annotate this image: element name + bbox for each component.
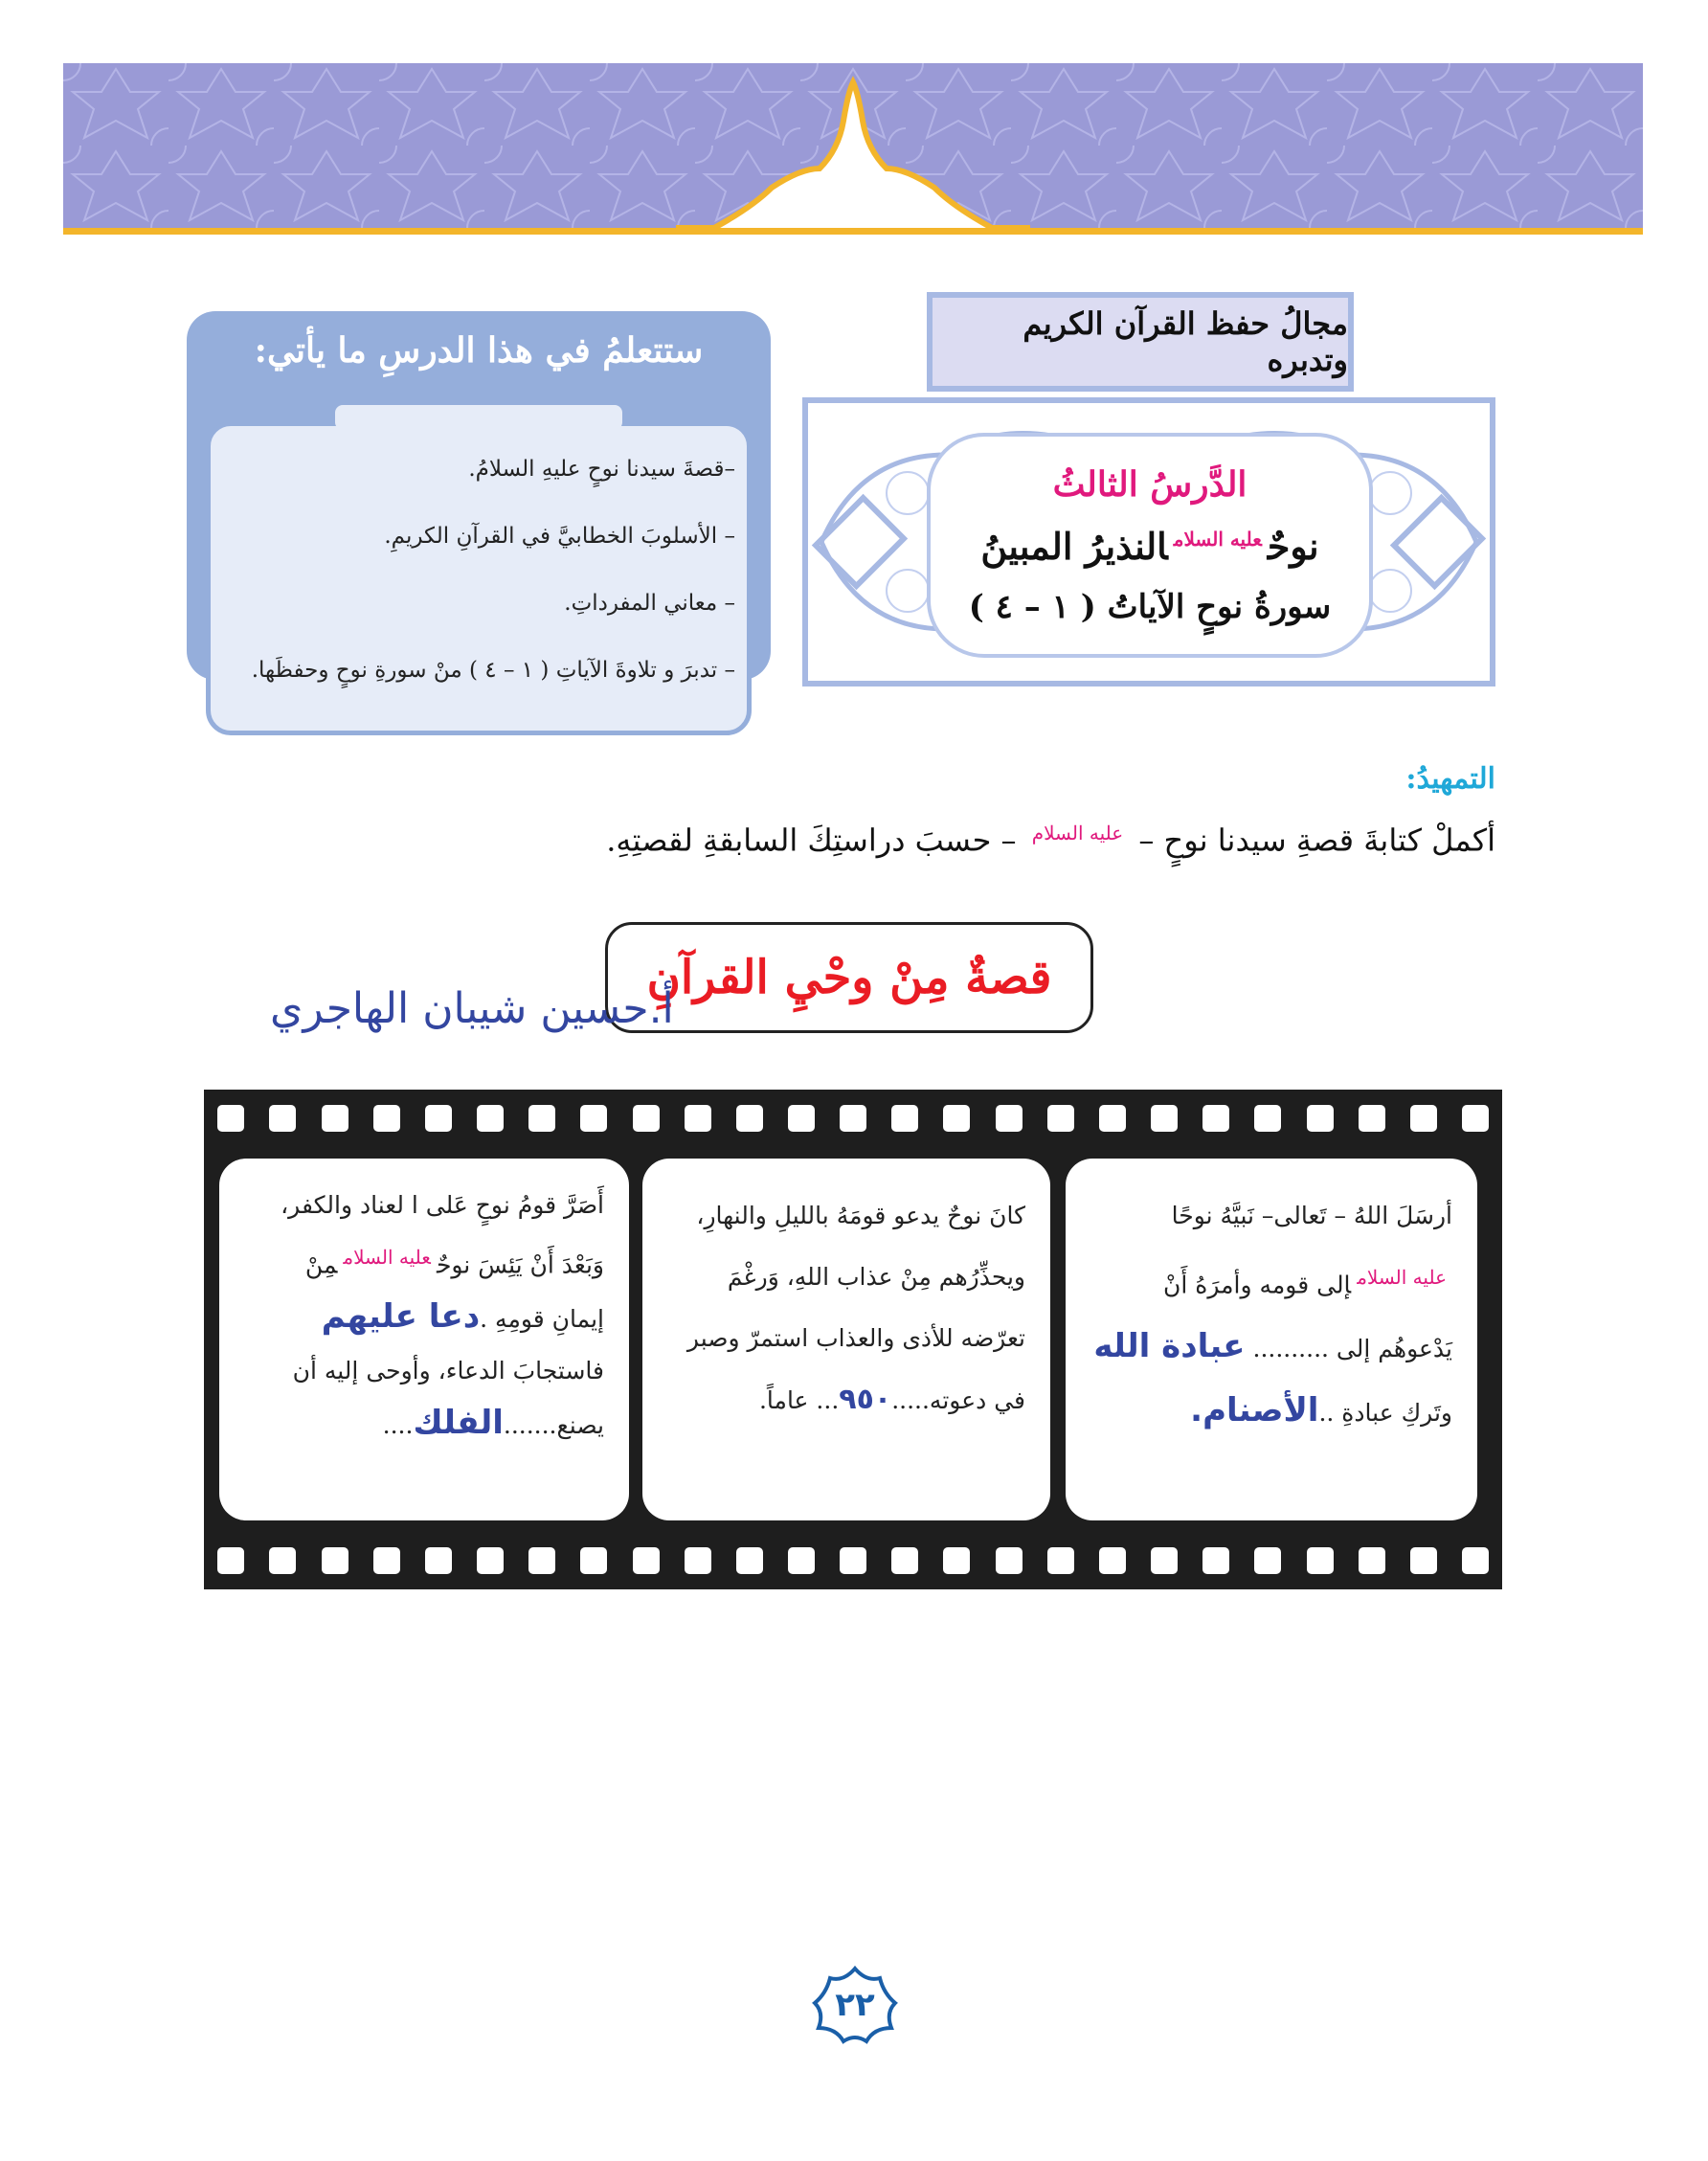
author-name: أ.حسين شيبان الهاجري bbox=[270, 984, 674, 1033]
perforation bbox=[1359, 1547, 1385, 1574]
perforation-row-bottom bbox=[217, 1547, 1489, 1574]
perforation bbox=[1254, 1105, 1281, 1132]
objective-item: – معاني المفرداتِ. bbox=[564, 591, 735, 616]
objectives-list bbox=[211, 450, 735, 718]
frame2-line1: كانَ نوحٌ يدعو قومَهُ بالليلِ والنهارِ، bbox=[696, 1202, 1025, 1229]
frame3-line3-text: إيمانِ قومِهِ . bbox=[480, 1305, 604, 1334]
frame1-line3 bbox=[1090, 1316, 1452, 1380]
pbuh-mark: عليه السلام bbox=[343, 1246, 431, 1269]
objectives-tab bbox=[335, 405, 622, 430]
perforation bbox=[1099, 1105, 1126, 1132]
perforation bbox=[477, 1547, 504, 1574]
perforation bbox=[1462, 1105, 1489, 1132]
perforation bbox=[1410, 1547, 1437, 1574]
frame3-answer2[interactable]: الفلك bbox=[413, 1404, 504, 1443]
perforation bbox=[996, 1547, 1023, 1574]
perforation bbox=[322, 1547, 348, 1574]
objective-item: – تدبرَ و تلاوةَ الآياتِ ( ١ – ٤ ) منْ سورةِ نوحٍ وحفظَها. bbox=[251, 658, 735, 683]
frame2-answer[interactable]: ٩٥٠ bbox=[839, 1383, 892, 1416]
frame1-line1: أرسَلَ اللهُ – تَعالى– نَبيَّهُ نوحًا bbox=[1171, 1202, 1452, 1229]
perforation bbox=[425, 1547, 452, 1574]
perforation bbox=[685, 1547, 711, 1574]
frame3-line2-before: وَبَعْدَ أَنْ يَئِسَ نوحٌ bbox=[436, 1250, 604, 1279]
frame3-line5 bbox=[244, 1397, 604, 1452]
perforation bbox=[788, 1547, 815, 1574]
lesson-card bbox=[927, 433, 1373, 658]
objectives-title: ستتعلمُ في هذا الدرسِ ما يأتي: bbox=[254, 330, 704, 371]
pbuh-mark: عليه السلام bbox=[1031, 822, 1124, 844]
perforation bbox=[633, 1105, 660, 1132]
perforation-row-top bbox=[217, 1105, 1489, 1132]
perforation bbox=[1151, 1547, 1178, 1574]
surah-reference: سورةُ نوحٍ الآياتُ ( ١ – ٤ ) bbox=[968, 588, 1332, 627]
perforation bbox=[633, 1547, 660, 1574]
frame2-line3: تعرّضه للأذى والعذاب استمرّ وصبر bbox=[686, 1324, 1025, 1352]
frame2-line4-after: ... عاماً. bbox=[758, 1386, 840, 1414]
perforation bbox=[943, 1547, 970, 1574]
lesson-title-name: نوحٌ bbox=[1267, 524, 1319, 568]
frame1-answer1[interactable]: عبادة الله bbox=[1093, 1327, 1246, 1366]
frame1-line4-text: وتَركِ عبادةِ .. bbox=[1318, 1399, 1452, 1428]
frame1-answer2[interactable]: الأصنام. bbox=[1190, 1391, 1319, 1430]
frame3-line1: أَصَرَّ قومُ نوحٍ عَلى ا لعناد والكفر، bbox=[281, 1191, 604, 1219]
frame1-line3-text: يَدْعوهُم إلى .......... bbox=[1252, 1335, 1452, 1363]
objective-item: –قصةَ سيدنا نوحٍ عليهِ السلامُ. bbox=[468, 457, 735, 482]
frame3-answer1[interactable]: دعا عليهم bbox=[321, 1297, 481, 1337]
frame3-line2-after: مِنْ bbox=[304, 1250, 338, 1279]
perforation bbox=[269, 1105, 296, 1132]
page-number: ٢٢ bbox=[835, 1986, 875, 2024]
perforation bbox=[580, 1105, 607, 1132]
perforation bbox=[1254, 1547, 1281, 1574]
frame3-line3 bbox=[244, 1291, 604, 1345]
story-frame-3 bbox=[219, 1159, 629, 1520]
objective-item: – الأسلوبَ الخطابيَّ في القرآنِ الكريمِ. bbox=[384, 524, 735, 549]
perforation bbox=[269, 1547, 296, 1574]
perforation bbox=[1307, 1105, 1334, 1132]
frame1-line2 bbox=[1090, 1247, 1452, 1316]
perforation bbox=[685, 1105, 711, 1132]
perforation bbox=[891, 1105, 918, 1132]
perforation bbox=[891, 1547, 918, 1574]
perforation bbox=[477, 1105, 504, 1132]
perforation bbox=[840, 1547, 866, 1574]
perforation bbox=[788, 1105, 815, 1132]
header-band bbox=[63, 63, 1643, 235]
perforation bbox=[1151, 1105, 1178, 1132]
frame3-line2 bbox=[244, 1231, 604, 1291]
header-pattern bbox=[63, 63, 1643, 228]
perforation bbox=[1202, 1547, 1229, 1574]
pbuh-mark: عليه السلام bbox=[1357, 1266, 1447, 1289]
perforation bbox=[322, 1105, 348, 1132]
perforation bbox=[1307, 1547, 1334, 1574]
story-title: قصةٌ مِنْ وحْيِ القرآنِ bbox=[605, 922, 1093, 1033]
perforation bbox=[1047, 1105, 1074, 1132]
pbuh-mark: عليه السلام bbox=[1173, 528, 1262, 552]
lesson-title-rest: النذيرُ المبينُ bbox=[980, 524, 1168, 568]
story-frame-1 bbox=[1066, 1159, 1477, 1520]
frame1-line4 bbox=[1090, 1380, 1452, 1444]
perforation bbox=[528, 1105, 555, 1132]
frame3-line5-after: .... bbox=[382, 1411, 414, 1440]
perforation bbox=[217, 1547, 244, 1574]
frame2-line4 bbox=[667, 1369, 1025, 1431]
perforation bbox=[580, 1547, 607, 1574]
lesson-title bbox=[980, 525, 1318, 568]
perforation bbox=[1047, 1547, 1074, 1574]
frame1-line2-text: إلى قومه وأمرَهُ أَنْ bbox=[1163, 1271, 1352, 1299]
perforation bbox=[373, 1547, 400, 1574]
perforation bbox=[1099, 1547, 1126, 1574]
perforation bbox=[996, 1105, 1023, 1132]
intro-heading: التمهيدُ: bbox=[1405, 762, 1495, 796]
perforation bbox=[943, 1105, 970, 1132]
perforation bbox=[736, 1547, 763, 1574]
perforation bbox=[373, 1105, 400, 1132]
lesson-number: الدَّرسُ الثالثُ bbox=[1052, 463, 1247, 505]
perforation bbox=[425, 1105, 452, 1132]
intro-text-after: – حسبَ دراستِكَ السابقةِ لقصتِهِ. bbox=[606, 822, 1017, 859]
intro-text bbox=[606, 822, 1495, 859]
perforation bbox=[217, 1105, 244, 1132]
frame3-line5-text: يصنع....... bbox=[503, 1411, 604, 1440]
story-frame-2 bbox=[642, 1159, 1050, 1520]
frame2-line4-before: في دعوته..... bbox=[891, 1386, 1025, 1414]
perforation bbox=[1462, 1547, 1489, 1574]
frame2-line2: ويحذِّرُهم مِنْ عذاب اللهِ، وَرغْمَ bbox=[727, 1263, 1025, 1291]
domain-label: مجالُ حفظ القرآن الكريم وتدبره bbox=[927, 292, 1354, 392]
intro-text-before: أكملْ كتابةَ قصةِ سيدنا نوحٍ – bbox=[1138, 822, 1495, 859]
perforation bbox=[1202, 1105, 1229, 1132]
perforation bbox=[840, 1105, 866, 1132]
perforation bbox=[1410, 1105, 1437, 1132]
perforation bbox=[528, 1547, 555, 1574]
perforation bbox=[736, 1105, 763, 1132]
film-strip bbox=[204, 1090, 1502, 1589]
perforation bbox=[1359, 1105, 1385, 1132]
frame3-line4: فاستجابَ الدعاء، وأوحى إليه أن bbox=[292, 1357, 604, 1385]
